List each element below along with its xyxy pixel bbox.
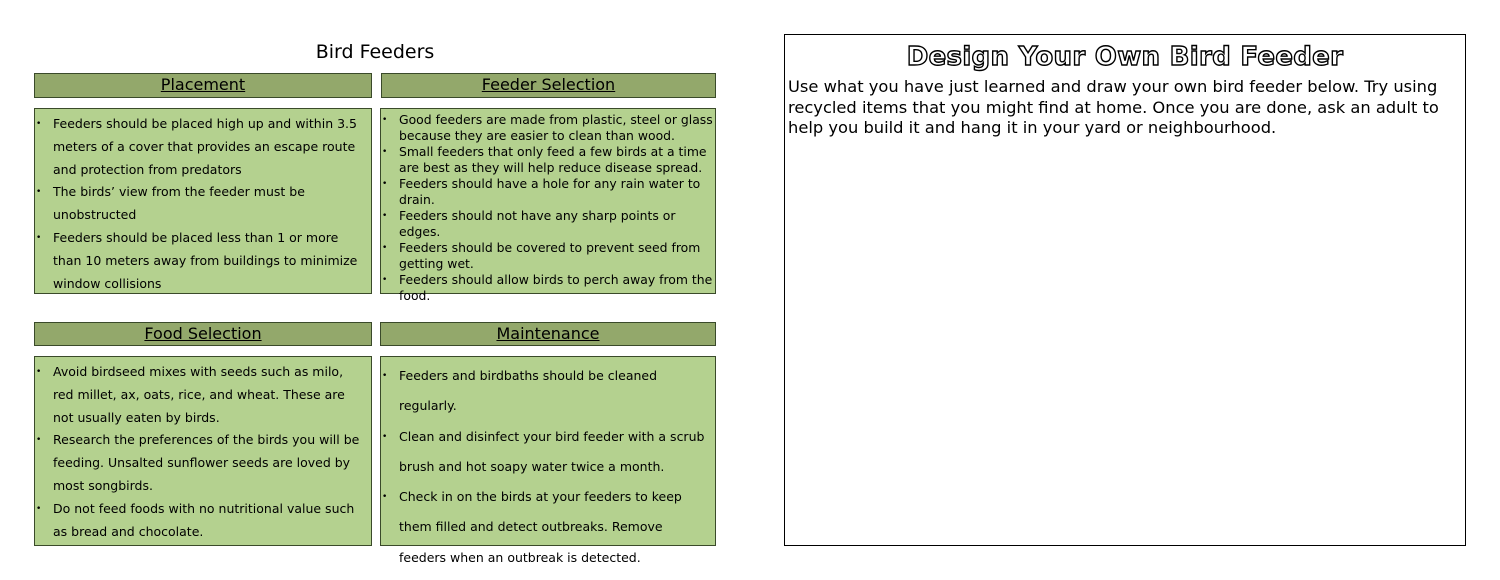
- list-item: • The birds’ view from the feeder must be unobstructed: [35, 181, 367, 227]
- food-selection-list: [35, 361, 367, 543]
- placement-box: [34, 108, 372, 294]
- placement-list: [35, 113, 367, 295]
- maintenance-box: [380, 356, 716, 565]
- feeder-selection-box: [380, 108, 716, 303]
- list-item: • Do not feed foods with no nutritional value such as bread and chocolate.: [35, 498, 367, 544]
- bird-feeders-title: Bird Feeders: [315, 41, 435, 63]
- placement-heading: Placement: [34, 73, 372, 98]
- list-item: • Small feeders that only feed a few birds at a time are best as they will help reduce disease spread.: [381, 144, 713, 176]
- maintenance-list: [381, 361, 713, 573]
- feeder-selection-list: [381, 112, 713, 304]
- list-item: • Research the preferences of the birds you will be feeding. Unsalted sunflower seeds are loved by most songbirds.: [35, 429, 367, 497]
- list-item: • Feeders should be placed less than 1 or more than 10 meters away from buildings to minimize window collisions: [35, 227, 367, 295]
- list-item: • Check in on the birds at your feeders to keep them filled and detect outbreaks. Remove feeders when an outbreak is detected.: [381, 482, 713, 573]
- list-item: • Feeders should be placed high up and within 3.5 meters of a cover that provides an escape route and protection from predators: [35, 113, 367, 181]
- design-title: Design Your Own Bird Feeder: [906, 42, 1344, 72]
- list-item: • Good feeders are made from plastic, steel or glass because they are easier to clean than wood.: [381, 112, 713, 144]
- list-item: • Clean and disinfect your bird feeder with a scrub brush and hot soapy water twice a month.: [381, 422, 713, 483]
- list-item: • Avoid birdseed mixes with seeds such as milo, red millet, ax, oats, rice, and wheat. These are not usually eaten by birds.: [35, 361, 367, 429]
- design-instructions: Use what you have just learned and draw your own bird feeder below. Try using recycled items that you might find at home. Once you are done, ask an adult to help you build it and hang it in your yard or neighbourhood.: [788, 77, 1439, 137]
- list-item: • Feeders should allow birds to perch away from the food.: [381, 272, 713, 304]
- list-item: • Feeders and birdbaths should be cleaned regularly.: [381, 361, 713, 422]
- design-panel[interactable]: [784, 34, 1466, 546]
- list-item: • Feeders should be covered to prevent seed from getting wet.: [381, 240, 713, 272]
- maintenance-heading: Maintenance: [380, 322, 716, 346]
- list-item: • Feeders should have a hole for any rain water to drain.: [381, 176, 713, 208]
- food-selection-box: [34, 356, 372, 546]
- list-item: • Feeders should not have any sharp points or edges.: [381, 208, 713, 240]
- feeder-selection-heading: Feeder Selection: [381, 73, 716, 98]
- food-selection-heading: Food Selection: [34, 322, 372, 346]
